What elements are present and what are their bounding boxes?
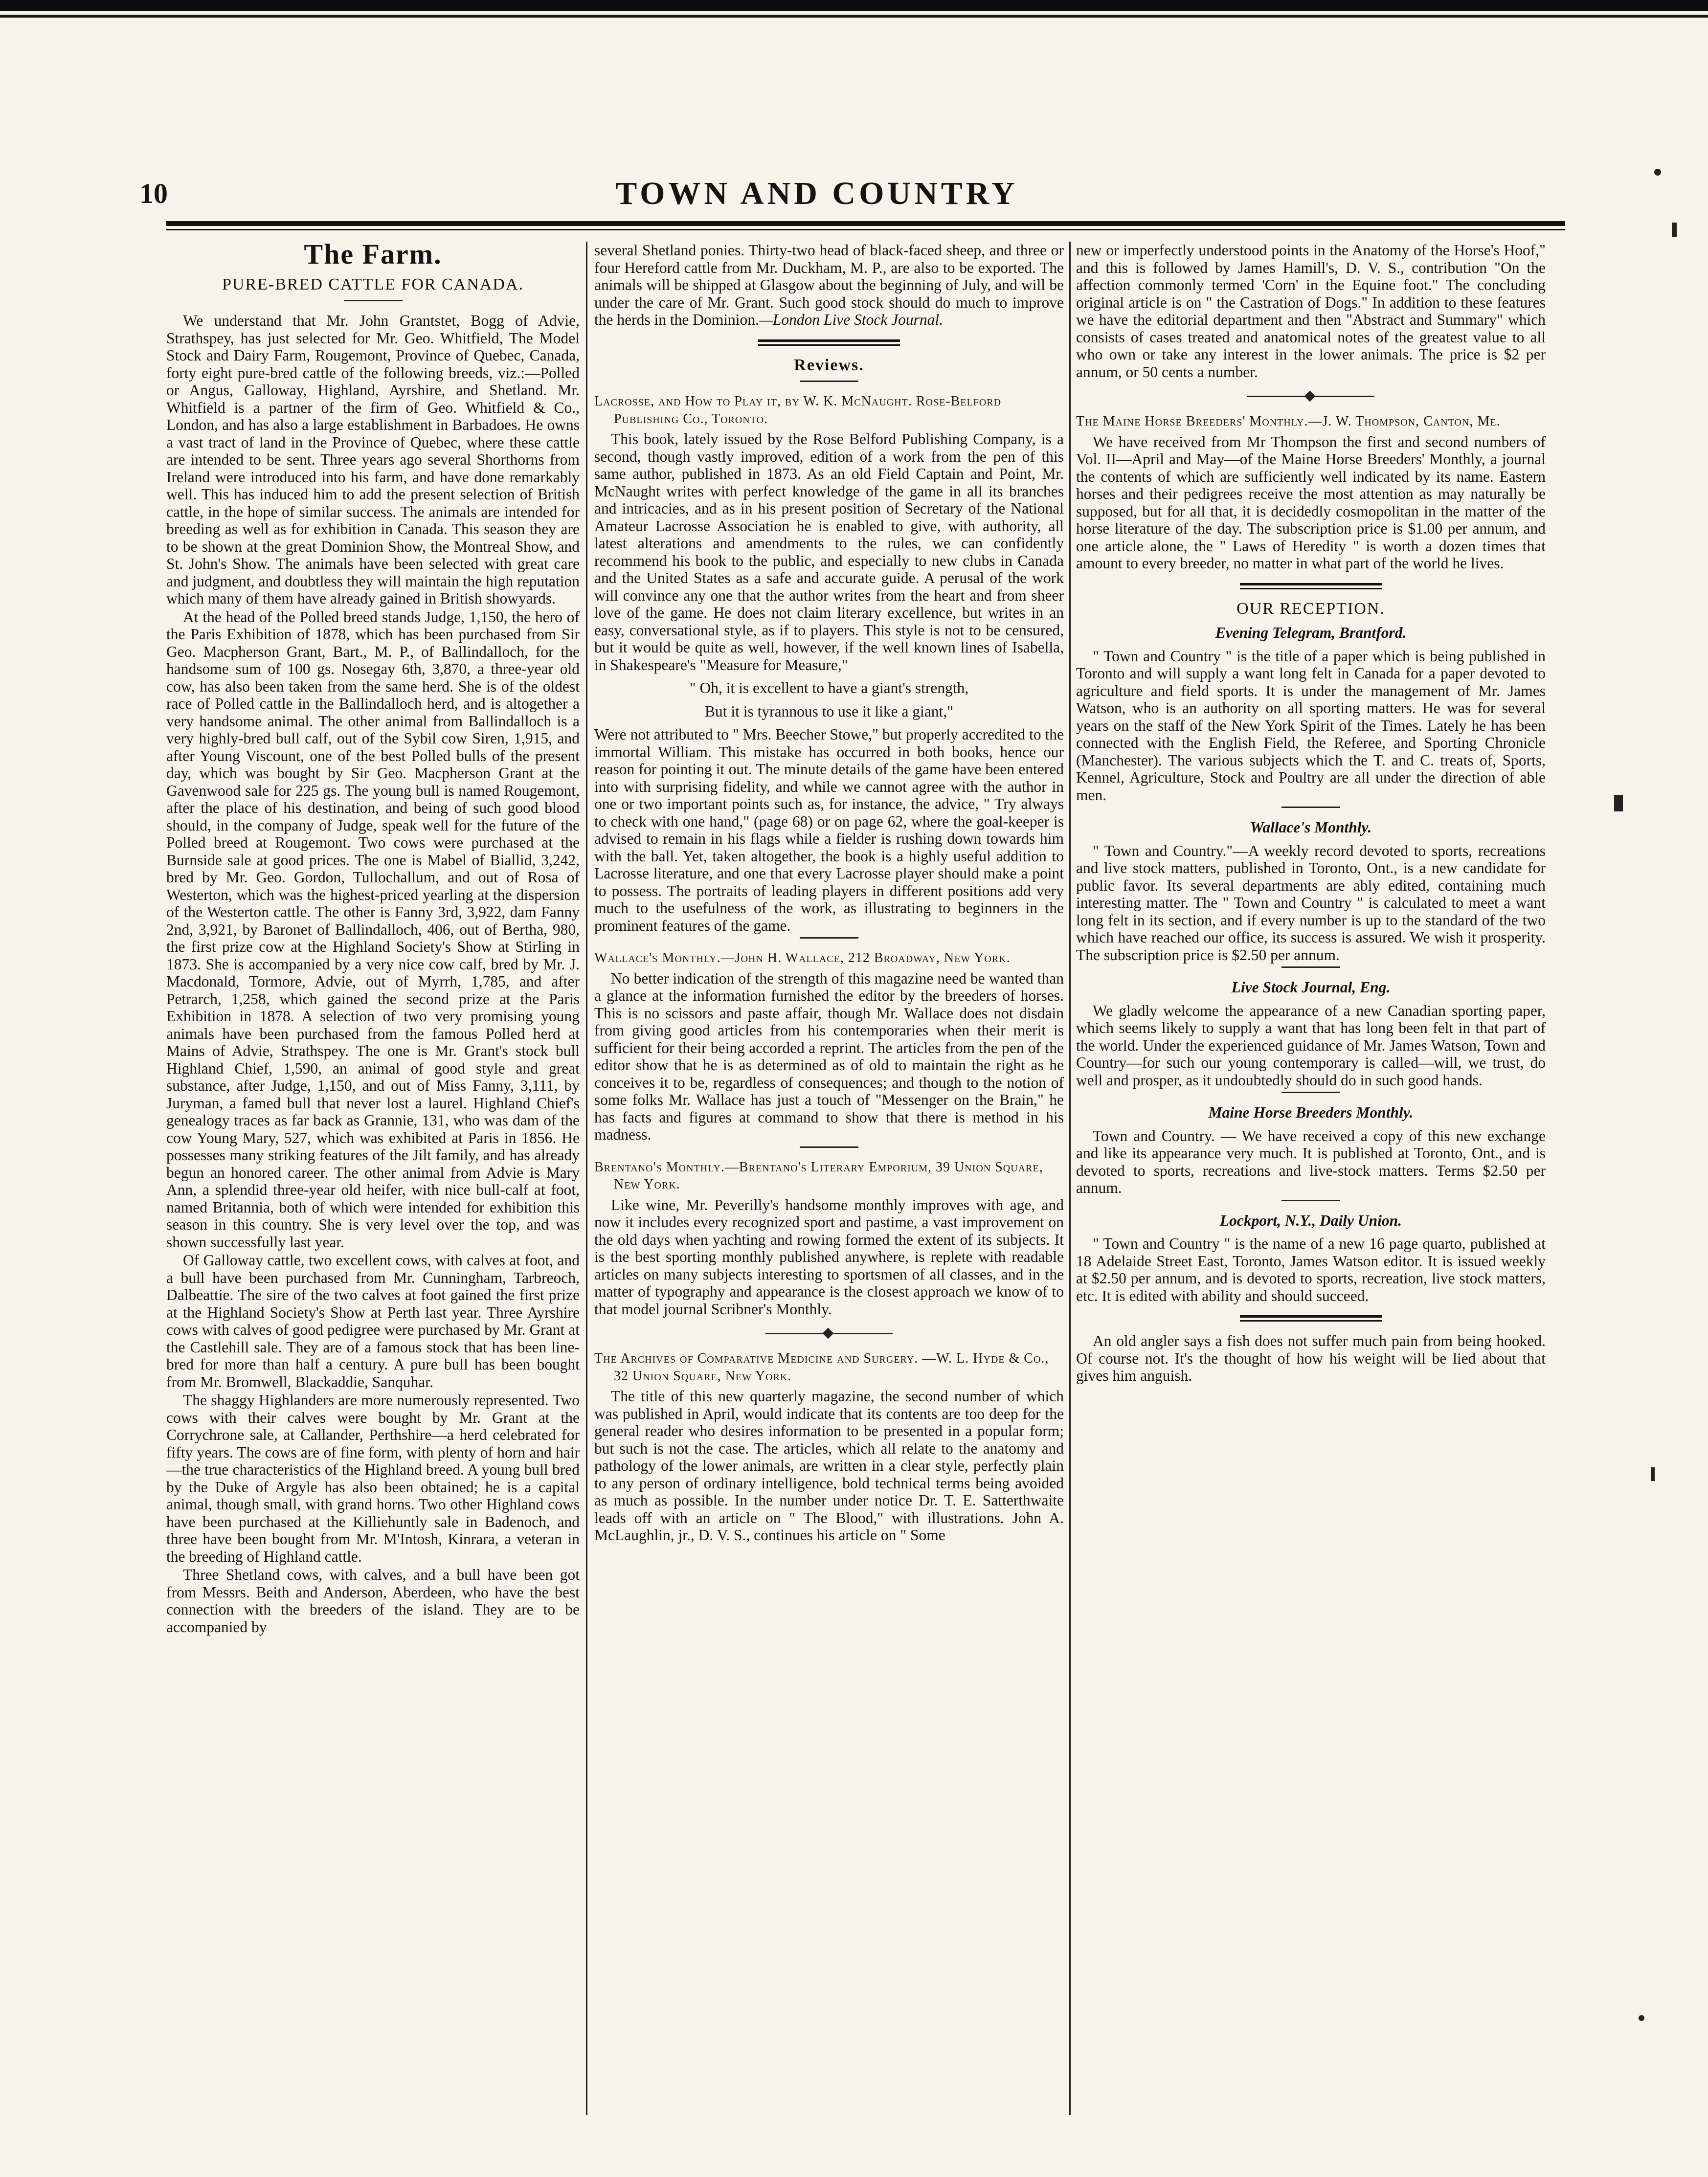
notice-text: Town and Country. — We have received a copy of this new exchange and like its appearance very much. It is published at Toronto, Ont., and is devoted to sports, recreations and live-stock matters. Terms $2.50 per annum. xyxy=(1076,1127,1546,1196)
margin-mark xyxy=(1614,795,1623,811)
masthead-rule-thin xyxy=(166,229,1565,230)
notice-source: Lockport, N.Y., Daily Union. xyxy=(1219,1212,1402,1229)
article-paragraph: We understand that Mr. John Grantstet, Bogg of Advie, Strathspey, has just selected for Mr. Geo. Whitfield, The Model Stock and Dairy Farm, Rougemont, Province of Quebec, Canada, forty eight pure-bred cattle of the following breeds, viz.:—Polled or Angus, Galloway, Highland, Ayrshire, and Shetland. Mr. Whitfield is a partner of the firm of Geo. Whitfield & Co., London, and has also a large establishment in Barbadoes. He owns a vast tract of land in the Province of Quebec, where these cattle are intended to be sent. Three years ago several Shorthorns from Ireland were introduced into his farm, and have done remarkably well. This has induced him to add the present selection of British cattle, in the hope of similar success. The animals are intended for breeding as well as for exhibition in Canada. This season they are to be shown at the great Dominion Show, the Montreal Show, and St. John's Show. The animals have been selected with great care and judgment, and doubtless they will maintain the high reputation which many of them have already gained in British showyards. xyxy=(166,312,580,607)
double-rule-divider xyxy=(1240,1315,1382,1322)
review-text-lacrosse: This book, lately issued by the Rose Belford Publishing Company, is a second, though vastly improved, edition of a work from the pen of this same author, published in 1873. As an old Field Captain and Point, Mr. McNaught writes with perfect knowledge of the game in all its branches and intricacies, and as in his present position of Secretary of the National Amateur Lacrosse Association he is enabled to give, with authority, all latest alterations and amendments to the rules, we can confidently recommend his book to the public, and especially to new clubs in Canada and the United States as a safe and accurate guide. A perusal of the work will convince any one that the author writes from the heart and from sheer love of the game. He does not claim literary excellence, but writes in an easy, conversational style, as if to players. This style is not to be censured, but it would be quite as well, however, if the well known lines of Isabella, in Shakespeare's "Measure for Measure," xyxy=(594,430,1064,673)
column-2 xyxy=(594,242,1064,2115)
verse-line: " Oh, it is excellent to have a giant's strength, xyxy=(689,679,969,696)
margin-mark xyxy=(1651,1467,1655,1481)
margin-mark xyxy=(1639,2015,1644,2021)
review-text-brentano: Like wine, Mr. Peverilly's handsome monthly improves with age, and now it includes every recognized sport and pastime, a vast improvement on the old days when yachting and rowing formed the extent of its subjects. It is the best sporting monthly published anywhere, is replete with readable articles on many subjects interesting to sportsmen of all classes, and in the matter of typography and appearance is the closest approach we know of to that model journal Scribner's Monthly. xyxy=(594,1196,1064,1318)
column-divider-2 xyxy=(1069,242,1071,2115)
top-border-rule xyxy=(0,0,1708,11)
continued-paragraph xyxy=(594,242,1064,329)
article-paragraph: The shaggy Highlanders are more numerously represented. Two cows with their calves were bought by Mr. Grant at the Corrychrone sale, at Callander, Perthshire—a herd celebrated for fifty years. The cows are of fine form, with plenty of horn and hair—the true characteristics of the Highland breed. A young bull bred by the Duke of Argyle has also been obtained; he is a capital animal, though small, with grand horns. Two other Highland cows have been purchased at the Killiehuntly sale in Badenoch, and three have been bought from Mr. M'Intosh, Kinrara, a veteran in the breeding of Highland cattle. xyxy=(166,1391,580,1565)
masthead-rule-thick xyxy=(166,221,1565,226)
review-heading-maine: The Maine Horse Breeders' Monthly.—J. W. Thompson, Canton, Me. xyxy=(1076,414,1501,429)
column-1 xyxy=(166,242,580,2115)
verse-line: But it is tyrannous to use it like a giant," xyxy=(704,702,954,720)
article-title-cattle: PURE-BRED CATTLE FOR CANADA. xyxy=(222,275,524,293)
notice-source: Maine Horse Breeders Monthly. xyxy=(1208,1104,1414,1121)
short-divider xyxy=(800,1146,858,1148)
margin-mark xyxy=(1672,223,1677,237)
section-title-farm: The Farm. xyxy=(304,242,442,270)
short-divider xyxy=(1281,807,1340,808)
diamond-divider xyxy=(1247,389,1374,404)
review-text-archives: The title of this new quarterly magazine, the second number of which was published in April, would indicate that its contents are too deep for the general reader who desires information to be presented in a popular form; but such is not the case. The articles, which all relate to the anatomy and pathology of the lower animals, are written in a clear style, perfectly plain to any person of ordinary intelligence, bold technical terms being avoided as much as possible. In the number under notice Dr. T. E. Satterthwaite leads off with an article on " The Blood," with illustrations. John A. McLaughlin, jr., D. V. S., continues his article on " Some xyxy=(594,1388,1064,1544)
notice-text: We gladly welcome the appearance of a new Canadian sporting paper, which seems likely to supply a want that has long been felt in that part of the world. Under the experienced guidance of Mr. James Watson, Town and Country—for such our young contemporary is called—will, we trust, do well and prosper, as it undoubtedly should do in such good hands. xyxy=(1076,1002,1546,1089)
notice-text: " Town and Country " is the name of a new 16 page quarto, published at 18 Adelaide Street East, Toronto, James Watson editor. It is issued weekly at $2.50 per annum, and is devoted to sports, recreation, live stock matters, etc. It is edited with ability and should succeed. xyxy=(1076,1235,1546,1304)
reception-heading: OUR RECEPTION. xyxy=(1236,599,1385,618)
notice-text: " Town and Country " is the title of a paper which is being published in Toronto and will supply a want long felt in Canada for a paper devoted to agriculture and field sports. It is under the management of Mr. James Watson, who is an authority on all sporting matters. He was for several years on the staff of the New York Spirit of the Times. Lately he has been connected with the English Field, the Referee, and Sporting Chronicle (Manchester). The various subjects which the T. and C. treats of, Sports, Kennel, Agriculture, Stock and Poultry are all under the direction of able men. xyxy=(1076,647,1546,804)
notice-source: Evening Telegram, Brantford. xyxy=(1215,624,1407,641)
review-heading-lacrosse: Lacrosse, and How to Play it, by W. K. McNaught. Rose-Belford Publishing Co., Toronto. xyxy=(594,394,1002,426)
review-text-maine: We have received from Mr Thompson the first and second numbers of Vol. II—April and May—of the Maine Horse Breeders' Monthly, a journal the contents of which are sufficiently well indicated by its name. Eastern horses and their pedigrees receive the most attention as may naturally be supposed, but for all that, it is decidedly cosmopolitan in the matter of the horse literature of the day. The subscription price is $1.00 per annum, and one article alone, the " Laws of Heredity " is worth a dozen times that amount to every breeder, no matter in what part of the world he lives. xyxy=(1076,433,1546,572)
margin-mark xyxy=(1654,169,1661,176)
notice-source: Wallace's Monthly. xyxy=(1250,819,1372,836)
masthead-title: TOWN AND COUNTRY xyxy=(615,176,1018,211)
short-divider xyxy=(800,937,858,939)
review-text-lacrosse-cont: Were not attributed to " Mrs. Beecher Stowe," but properly accredited to the immortal William. This mistake has occurred in both books, hence our reason for pointing it out. The minute details of the game have been entered into with surprising fidelity, and while we cannot agree with the author in one or two important points such as, for instance, the advice, " Try always to check with one hand," (page 68) or on page 62, where the goal-keeper is advised to remain in his flags while a fielder is rushing down towards him with the ball. Yet, taken altogether, the book is a highly useful addition to Lacrosse literature, and one that every Lacrosse player should make a point to possess. The portraits of leading players in different positions add very much to the usefulness of the work, as illustrating to beginners in the prominent features of the game. xyxy=(594,726,1064,934)
review-text-wallace: No better indication of the strength of this magazine need be wanted than a glance at the information furnished the editor by the breeders of horses. This is no scissors and paste affair, though Mr. Wallace does not disdain from giving good articles from his contemporaries when their merit is sufficient for their being accorded a reprint. The articles from the pen of the editor show that he is as determined as of old to maintain the right as he conceives it to be, regardless of consequences; and though to the notion of some folks Mr. Wallace has just a touch of "Messenger on the Brain," he has facts and figures at command to show that there is method in his madness. xyxy=(594,969,1064,1143)
article-paragraph: At the head of the Polled breed stands Judge, 1,150, the hero of the Paris Exhibition of 1878, which has been purchased from Sir Geo. Macpherson Grant, Bart., M. P., of Ballindalloch, for the handsome sum of 100 gs. Nosegay 6th, 3,870, a three-year old cow, has also been taken from the same herd. She is of the oldest race of Polled cattle in the Ballindalloch herd, and is altogether a very handsome animal. The other animal from Ballindalloch is a very highly-bred bull calf, out of the Sybil cow Siren, 1,915, and after Young Viscount, one of the best Polled bulls of the present day, which was bought by Sir Geo. Macpherson Grant at the Gavenwood sale for 225 gs. The young bull is named Rougemont, after the place of his destination, and being of such good blood should, in the company of Judge, speak well for the future of the Polled breed at Rougemont. Two cows were purchased at the Burnside sale at good prices. The one is Mabel of Biallid, 3,242, bred by Mr. Geo. Gordon, Tullochallum, and out of Rosa of Westerton, which was the highest-priced yearling at the dispersion of the Westerton cattle. The other is Fanny 3rd, 3,922, dam Fanny 2nd, 3,921, by Baronet of Ballindalloch, 406, out of Bertha, 980, the first prize cow at the Highland Society's Show at Stirling in 1873. She is accompanied by a very nice cow calf, bred by Mr. J. Macdonald, Tormore, Advie, out of Myrrh, 1,785, and after Petrarch, 1,258, which gained the second prize at the Paris Exhibition in 1878. A selection of two very promising young animals have been purchased from the famous Polled herd at Mains of Advie, Strathspey. The one is Mr. Grant's stock bull Highland Chief, 1,590, an animal of good style and great substance, after Judge, 1,150, and out of Miss Fanny, 3,111, by Juryman, a famed bull that never lost a laurel. Highland Chief's genealogy traces as far back as Grannie, 131, who was dam of the cow Young Mary, 527, which was exhibited at Paris in 1856. He possesses many striking features of the Jilt family, and has already begun an honored career. The other animal from Advie is Mary Ann, a splendid three-year old heifer, with nice bull-calf at foot, named Britannia, both of which were intended for exhibition this season in this country. She is very level over the top, and was shown successfully last year. xyxy=(166,608,580,1251)
column-3 xyxy=(1076,242,1546,2115)
short-divider xyxy=(800,381,858,382)
reviews-heading: Reviews. xyxy=(794,356,864,374)
double-rule-divider xyxy=(1240,583,1382,589)
notice-text: " Town and Country."—A weekly record devoted to sports, recreations and live stock matters, published in Toronto, Ont., is a new candidate for public favor. Its several departments are ably edited, containing much interesting matter. The " Town and Country " is calculated to meet a want long felt in its section, and if every number is up to the standard of the two which have reached our office, its success is assured. We wish it prosperity. The subscription price is $2.50 per annum. xyxy=(1076,842,1546,964)
short-divider xyxy=(1281,1200,1340,1201)
notice-source: Live Stock Journal, Eng. xyxy=(1231,979,1391,996)
review-heading-wallace: Wallace's Monthly.—John H. Wallace, 212 Broadway, New York. xyxy=(594,950,1011,965)
continued-text: several Shetland ponies. Thirty-two head of black-faced sheep, and three or four Hereford cattle from Mr. Duckham, M. P., are also to be exported. The animals will be shipped at Glasgow about the beginning of July, and will be under the care of Mr. Grant. Such good stock should do much to improve the herds in the Dominion. xyxy=(594,242,1064,328)
short-divider xyxy=(344,300,403,301)
continued-paragraph: new or imperfectly understood points in the Anatomy of the Horse's Hoof," and this is followed by James Hamill's, D. V. S., contribution "On the affection commonly termed 'Corn' in the Equine foot." The concluding original article is on " the Castration of Dogs." In addition to these features we have the editorial department and then "Abstract and Summary" which consists of cases treated and anatomical notes of the greatest value to all who own or take any interest in the lower animals. The price is $2 per annum, or 50 cents a number. xyxy=(1076,242,1546,381)
closing-paragraph: An old angler says a fish does not suffer much pain from being hooked. Of course not. It's the thought of how his weight will be lied about that gives him anguish. xyxy=(1076,1332,1546,1384)
page-number: 10 xyxy=(139,178,168,209)
top-border-rule-thin xyxy=(0,15,1708,18)
short-divider xyxy=(1281,1092,1340,1093)
double-rule-divider xyxy=(758,339,900,346)
review-heading-brentano: Brentano's Monthly.—Brentano's Literary Emporium, 39 Union Square, New York. xyxy=(594,1159,1043,1192)
continued-source: —London Live Stock Journal. xyxy=(759,311,944,328)
column-divider-1 xyxy=(586,242,587,2115)
short-divider xyxy=(1281,966,1340,968)
article-paragraph: Of Galloway cattle, two excellent cows, with calves at foot, and a bull have been purchased from Mr. Cunningham, Tarbreoch, Dalbeattie. The sire of the two calves at foot gained the first prize at the Highland Society's Show at Perth last year. Three Ayrshire cows with calves of good pedigree were purchased by Mr. Grant at the Castlehill sale. They are of a famous stock that has been line-bred for more than half a century. A pure bull has been bought from Mr. Bromwell, Blackaddie, Sanquhar. xyxy=(166,1252,580,1391)
diamond-divider xyxy=(765,1326,893,1341)
article-paragraph: Three Shetland cows, with calves, and a bull have been got from Messrs. Beith and Anderson, Aberdeen, who have the best connection with the breeders of the island. They are to be accompanied by xyxy=(166,1566,580,1636)
review-heading-archives: The Archives of Comparative Medicine and Surgery. —W. L. Hyde & Co., 32 Union Square, New York. xyxy=(594,1351,1049,1384)
